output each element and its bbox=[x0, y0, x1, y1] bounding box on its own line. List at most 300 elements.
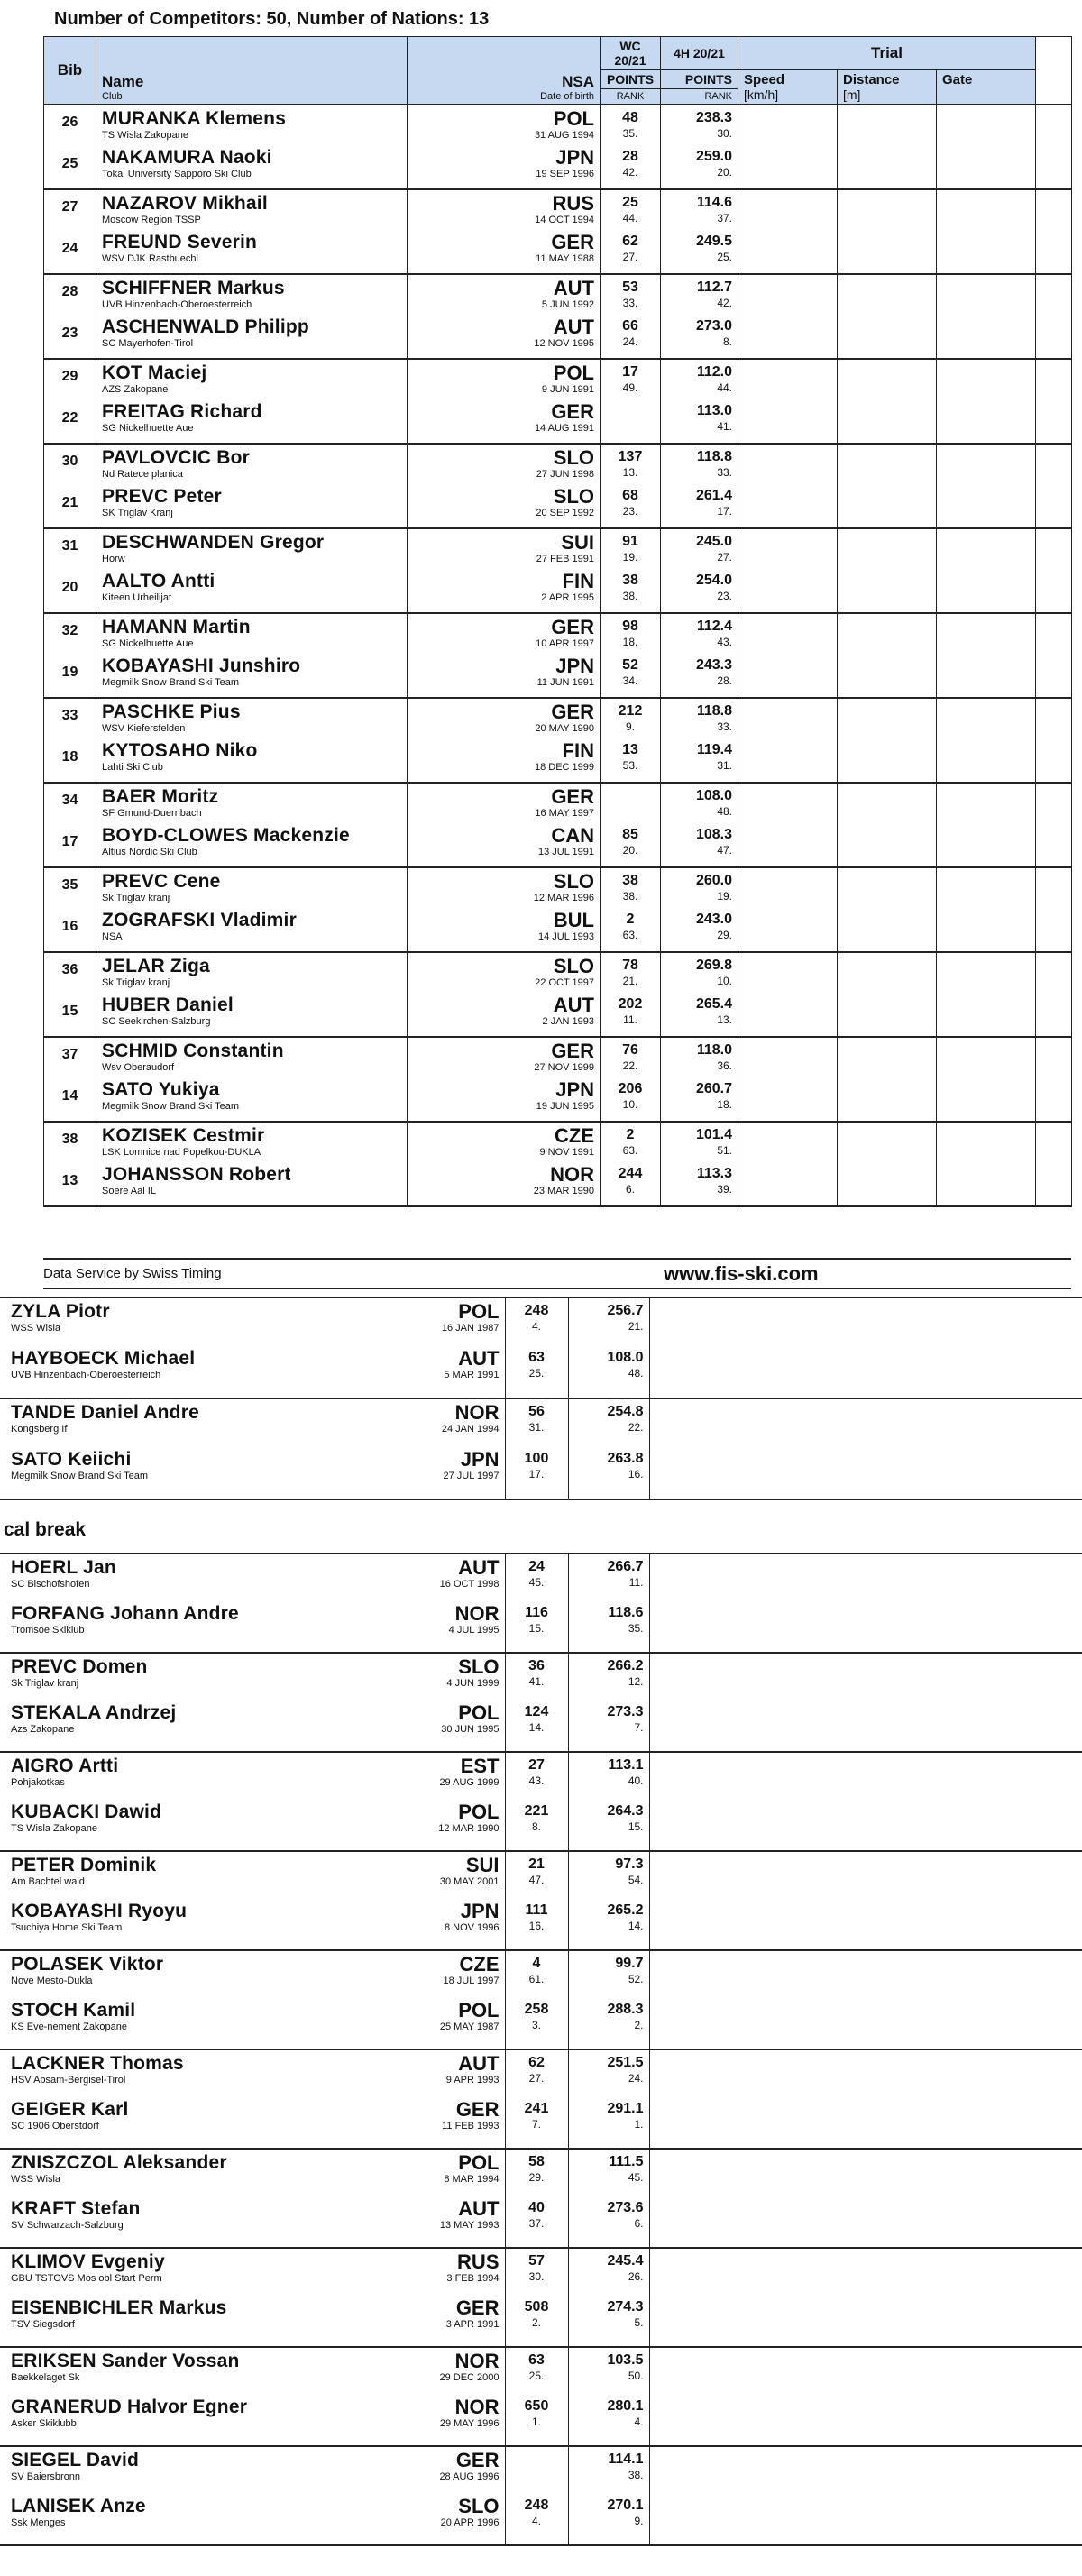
athlete-line bbox=[11, 1901, 500, 1922]
trial-gate-cell bbox=[937, 316, 1036, 359]
trial-speed-cell bbox=[738, 359, 838, 401]
fh-points-cell bbox=[568, 1398, 649, 1449]
bib-number: 22 bbox=[44, 401, 96, 444]
club-name: SC Mayerhofen-Tirol bbox=[102, 338, 194, 349]
nsa-cell bbox=[408, 655, 601, 698]
competitor-row[interactable] bbox=[0, 1554, 1082, 1603]
wc-points-cell bbox=[601, 783, 661, 825]
athlete-sub-line bbox=[11, 2319, 500, 2331]
wc-rank: 10. bbox=[622, 1098, 638, 1111]
fh-rank: 40. bbox=[628, 1774, 644, 1787]
athlete-cell bbox=[96, 867, 408, 910]
competitor-row[interactable] bbox=[0, 1752, 1082, 1801]
fh-points-cell bbox=[661, 486, 738, 528]
nation-code: SLO bbox=[553, 870, 594, 893]
fh-points: 266.7 bbox=[607, 1559, 644, 1574]
wc-points: 206 bbox=[618, 1081, 643, 1096]
trial-gate-cell bbox=[937, 274, 1036, 316]
fh-points: 114.1 bbox=[608, 2452, 644, 2467]
club-name: LSK Lomnice nad Popelkou-DUKLA bbox=[102, 1147, 261, 1158]
competitor-row[interactable] bbox=[44, 698, 1072, 740]
club-name: SG Nickelhuette Aue bbox=[102, 423, 194, 434]
competitor-row[interactable] bbox=[44, 105, 1072, 147]
trial-gate-cell bbox=[937, 444, 1036, 486]
wc-rank: 27. bbox=[622, 251, 638, 263]
fh-rank: 52. bbox=[628, 1973, 644, 1985]
competitor-row[interactable] bbox=[44, 1037, 1072, 1079]
fh-rank: 7. bbox=[634, 1721, 644, 1734]
competitor-row[interactable] bbox=[0, 1653, 1082, 1702]
wc-points-cell bbox=[601, 486, 661, 528]
bib-number: 14 bbox=[44, 1079, 96, 1122]
trial-cell bbox=[649, 1851, 1082, 1901]
competitor-row[interactable] bbox=[0, 2149, 1082, 2198]
competitor-row[interactable] bbox=[0, 2496, 1082, 2545]
competitor-row[interactable] bbox=[44, 444, 1072, 486]
trial-distance-cell bbox=[838, 655, 937, 698]
athlete-name: PETER Dominik bbox=[11, 1855, 157, 1875]
fh-rank: 6. bbox=[634, 2217, 644, 2230]
club-name: Tokai University Sapporo Ski Club bbox=[102, 169, 252, 179]
wc-points: 68 bbox=[622, 488, 638, 503]
trial-distance-cell bbox=[838, 571, 937, 613]
competitor-row[interactable] bbox=[0, 1449, 1082, 1499]
athlete-name: MURANKA Klemens bbox=[102, 108, 287, 129]
wc-points-cell bbox=[601, 189, 661, 232]
athlete-sub-line bbox=[11, 1678, 500, 1690]
fh-rank: 24. bbox=[628, 2072, 644, 2085]
athlete-cell bbox=[0, 1449, 505, 1499]
athlete-sub-line bbox=[11, 1471, 500, 1482]
date-of-birth: 12 NOV 1995 bbox=[534, 338, 594, 349]
nsa-cell bbox=[408, 444, 601, 486]
date-of-birth: 16 MAY 1997 bbox=[535, 808, 594, 819]
competitor-row[interactable] bbox=[44, 655, 1072, 698]
nsa-cell bbox=[408, 740, 601, 783]
bib-number: 15 bbox=[44, 995, 96, 1037]
competitor-row[interactable] bbox=[0, 1297, 1082, 1348]
fh-points: 119.4 bbox=[696, 742, 732, 757]
section-2-wrap bbox=[0, 1297, 1082, 1500]
wc-points-cell bbox=[505, 1554, 568, 1603]
competitor-row[interactable] bbox=[44, 316, 1072, 359]
wc-rank: 16. bbox=[528, 1920, 545, 1932]
fh-points-cell bbox=[568, 2397, 649, 2446]
competitor-row[interactable] bbox=[44, 232, 1072, 274]
club-name: KS Eve-nement Zakopane bbox=[11, 2021, 128, 2032]
trial-speed-cell bbox=[738, 783, 838, 825]
competitor-row[interactable] bbox=[0, 1901, 1082, 1950]
nation-code: AUT bbox=[458, 2197, 500, 2220]
fh-points-cell bbox=[661, 952, 738, 995]
competitor-row[interactable] bbox=[44, 571, 1072, 613]
trial-distance-cell bbox=[838, 952, 937, 995]
athlete-name: STOCH Kamil bbox=[11, 2000, 136, 2021]
competitor-row[interactable] bbox=[0, 2297, 1082, 2347]
wc-rank: 19. bbox=[622, 551, 638, 564]
trial-gate-cell bbox=[937, 613, 1036, 655]
trial-speed-cell bbox=[738, 1079, 838, 1122]
athlete-line bbox=[11, 2152, 500, 2174]
fis-website-link[interactable]: www.fis-ski.com bbox=[664, 1262, 819, 1285]
athlete-name: ZYLA Piotr bbox=[11, 1301, 110, 1322]
extra-cell bbox=[1036, 571, 1072, 613]
competitor-row[interactable] bbox=[44, 613, 1072, 655]
athlete-cell bbox=[0, 1851, 505, 1901]
competitor-row[interactable] bbox=[44, 147, 1072, 189]
bib-number: 36 bbox=[44, 952, 96, 995]
extra-cell bbox=[1036, 1079, 1072, 1122]
date-of-birth: 27 FEB 1991 bbox=[536, 554, 594, 564]
date-of-birth: 9 APR 1993 bbox=[445, 2075, 500, 2086]
competitor-row[interactable] bbox=[44, 486, 1072, 528]
wc-points-cell bbox=[601, 147, 661, 189]
competitor-row[interactable] bbox=[0, 2049, 1082, 2099]
fh-points: 274.3 bbox=[607, 2299, 644, 2315]
athlete-cell bbox=[0, 1554, 505, 1603]
wc-points: 13 bbox=[622, 742, 638, 757]
wc-points: 2 bbox=[626, 1127, 635, 1142]
trial-distance-cell bbox=[838, 105, 937, 147]
athlete-line bbox=[11, 1557, 500, 1579]
athlete-cell bbox=[96, 995, 408, 1037]
header-gate: Gate bbox=[937, 70, 1036, 105]
wc-rank: 18. bbox=[622, 636, 638, 648]
header-wc: WC 20/21 bbox=[601, 37, 661, 70]
wc-rank: 38. bbox=[622, 890, 638, 903]
athlete-sub-line bbox=[11, 2418, 500, 2430]
athlete-name: KOBAYASHI Junshiro bbox=[102, 655, 301, 676]
nation-code: RUS bbox=[457, 2251, 500, 2273]
athlete-line bbox=[11, 1855, 500, 1876]
header-4h: 4H 20/21 bbox=[661, 37, 738, 70]
club-name: Altius Nordic Ski Club bbox=[102, 847, 197, 857]
nation-code: CZE bbox=[459, 1953, 500, 1976]
athlete-line bbox=[11, 2297, 500, 2319]
trial-gate-cell bbox=[937, 655, 1036, 698]
wc-points-cell bbox=[601, 655, 661, 698]
competitor-row[interactable] bbox=[44, 867, 1072, 910]
athlete-sub-line bbox=[11, 1823, 500, 1835]
wc-rank: 42. bbox=[622, 166, 638, 179]
fh-rank: 45. bbox=[628, 2171, 644, 2184]
fh-rank: 1. bbox=[634, 2118, 644, 2131]
extra-cell bbox=[1036, 528, 1072, 571]
bib-number: 25 bbox=[44, 147, 96, 189]
athlete-name: KOT Maciej bbox=[102, 362, 207, 383]
competitor-row[interactable] bbox=[44, 401, 1072, 444]
trial-distance-cell bbox=[838, 316, 937, 359]
fh-points-cell bbox=[661, 1164, 738, 1206]
fh-rank: 42. bbox=[717, 297, 732, 309]
fh-points-cell bbox=[568, 2198, 649, 2248]
trial-distance-cell bbox=[838, 1037, 937, 1079]
competitor-row[interactable] bbox=[0, 2000, 1082, 2049]
wc-points: 137 bbox=[618, 449, 643, 464]
trial-cell bbox=[649, 2248, 1082, 2297]
fh-points: 118.6 bbox=[608, 1605, 644, 1620]
trial-cell bbox=[649, 2446, 1082, 2496]
trial-distance-cell bbox=[838, 783, 937, 825]
athlete-line bbox=[11, 2496, 500, 2517]
competitor-row[interactable] bbox=[44, 359, 1072, 401]
competitor-row[interactable] bbox=[0, 1398, 1082, 1449]
competitor-row[interactable] bbox=[44, 528, 1072, 571]
trial-cell bbox=[649, 1554, 1082, 1603]
club-name: UVB Hinzenbach-Oberoesterreich bbox=[11, 1370, 161, 1380]
fh-points-cell bbox=[661, 571, 738, 613]
nsa-cell bbox=[408, 316, 601, 359]
athlete-line bbox=[11, 1756, 500, 1777]
trial-cell bbox=[649, 1901, 1082, 1950]
wc-points-cell bbox=[505, 1950, 568, 2000]
club-name: Kiteen Urheilijat bbox=[102, 592, 172, 603]
trial-gate-cell bbox=[937, 1079, 1036, 1122]
competitor-row[interactable] bbox=[44, 740, 1072, 783]
bib-number: 23 bbox=[44, 316, 96, 359]
athlete-name: HAYBOECK Michael bbox=[11, 1348, 196, 1369]
wc-rank: 49. bbox=[622, 381, 638, 394]
athlete-sub-line bbox=[11, 2174, 500, 2186]
wc-rank: 35. bbox=[622, 127, 638, 140]
trial-distance-cell bbox=[838, 867, 937, 910]
fh-rank: 44. bbox=[717, 381, 732, 394]
wc-points-cell bbox=[601, 1037, 661, 1079]
athlete-name: PASCHKE Pius bbox=[102, 701, 241, 722]
fh-rank: 5. bbox=[634, 2316, 644, 2329]
nation-code: NOR bbox=[454, 1602, 500, 1625]
fh-rank: 10. bbox=[717, 975, 732, 987]
wc-points-cell bbox=[505, 1603, 568, 1653]
competitor-row[interactable] bbox=[0, 2397, 1082, 2446]
competitor-row[interactable] bbox=[44, 995, 1072, 1037]
wc-points: 52 bbox=[622, 657, 638, 673]
wc-rank: 14. bbox=[528, 1721, 545, 1734]
competitor-row[interactable] bbox=[44, 274, 1072, 316]
athlete-line bbox=[11, 2198, 500, 2220]
nation-code: SUI bbox=[561, 531, 594, 554]
athlete-cell bbox=[0, 1348, 505, 1398]
date-of-birth: 27 JUL 1997 bbox=[443, 1471, 500, 1481]
club-name: WSS Wisla bbox=[11, 1323, 60, 1334]
athlete-name: AALTO Antti bbox=[102, 571, 215, 591]
trial-speed-cell bbox=[738, 698, 838, 740]
athlete-sub-line bbox=[11, 1370, 500, 1381]
header-distance: Distance [m] bbox=[838, 70, 937, 105]
athlete-cell bbox=[0, 2049, 505, 2099]
date-of-birth: 24 JAN 1994 bbox=[441, 1424, 500, 1435]
athlete-cell bbox=[0, 1297, 505, 1348]
wc-rank: 17. bbox=[528, 1468, 545, 1481]
fh-rank: 36. bbox=[717, 1059, 732, 1072]
nation-code: SLO bbox=[553, 446, 594, 469]
bib-number: 20 bbox=[44, 571, 96, 613]
wc-points: 650 bbox=[524, 2398, 549, 2414]
bib-number: 16 bbox=[44, 910, 96, 952]
fh-points: 245.0 bbox=[695, 534, 732, 549]
competitor-row[interactable] bbox=[0, 1801, 1082, 1851]
fh-points-cell bbox=[661, 1122, 738, 1164]
fh-points-cell bbox=[661, 698, 738, 740]
club-name: TSV Siegsdorf bbox=[11, 2319, 75, 2330]
competitor-row[interactable] bbox=[0, 1348, 1082, 1398]
wc-rank: 38. bbox=[622, 590, 638, 602]
competitor-row[interactable] bbox=[0, 2446, 1082, 2496]
wc-points-cell bbox=[505, 2496, 568, 2545]
fh-rank: 16. bbox=[628, 1468, 644, 1481]
fh-points: 251.5 bbox=[607, 2055, 644, 2070]
nsa-cell bbox=[408, 952, 601, 995]
date-of-birth: 13 MAY 1993 bbox=[439, 2220, 500, 2231]
trial-gate-cell bbox=[937, 571, 1036, 613]
athlete-name: LACKNER Thomas bbox=[11, 2053, 184, 2074]
trial-speed-cell bbox=[738, 401, 838, 444]
athlete-line bbox=[11, 1603, 500, 1625]
trial-cell bbox=[649, 2000, 1082, 2049]
wc-rank: 9. bbox=[625, 720, 635, 733]
date-of-birth: 13 JUL 1991 bbox=[538, 847, 594, 857]
date-of-birth: 20 MAY 1990 bbox=[535, 723, 594, 734]
club-name: WSV Kiefersfelden bbox=[102, 723, 186, 734]
wc-points: 248 bbox=[524, 2498, 549, 2513]
club-name: Megmilk Snow Brand Ski Team bbox=[11, 1471, 149, 1481]
fh-points-cell bbox=[661, 1037, 738, 1079]
athlete-name: KRAFT Stefan bbox=[11, 2198, 141, 2219]
trial-distance-cell bbox=[838, 359, 937, 401]
nation-code: NOR bbox=[454, 1401, 500, 1424]
club-name: Tsuchiya Home Ski Team bbox=[11, 1922, 123, 1933]
wc-points-cell bbox=[505, 1702, 568, 1752]
date-of-birth: 18 DEC 1999 bbox=[534, 762, 594, 773]
athlete-cell bbox=[0, 2496, 505, 2545]
wc-points: 53 bbox=[622, 280, 638, 295]
club-name: SC Seekirchen-Salzburg bbox=[102, 1016, 211, 1027]
extra-cell bbox=[1036, 147, 1072, 189]
nation-code: CAN bbox=[551, 824, 594, 847]
wc-points: 124 bbox=[524, 1704, 549, 1719]
athlete-cell bbox=[96, 359, 408, 401]
competitor-row[interactable] bbox=[44, 825, 1072, 867]
competitor-row[interactable] bbox=[0, 2099, 1082, 2149]
trial-cell bbox=[649, 2198, 1082, 2248]
club-name: WSS Wisla bbox=[11, 2174, 60, 2185]
nation-code: AUT bbox=[458, 1556, 500, 1579]
nsa-cell bbox=[408, 528, 601, 571]
athlete-sub-line bbox=[11, 2220, 500, 2232]
fh-rank: 14. bbox=[628, 1920, 644, 1932]
wc-points: 57 bbox=[528, 2253, 545, 2269]
wc-points: 63 bbox=[528, 2352, 545, 2368]
club-name: Megmilk Snow Brand Ski Team bbox=[102, 677, 240, 688]
fh-rank: 47. bbox=[717, 844, 732, 857]
competitor-row[interactable] bbox=[0, 2347, 1082, 2397]
athlete-cell bbox=[96, 825, 408, 867]
competitor-row[interactable] bbox=[44, 1122, 1072, 1164]
competitor-row[interactable] bbox=[0, 1851, 1082, 1901]
wc-points-cell bbox=[601, 995, 661, 1037]
fh-rank: 21. bbox=[628, 1320, 644, 1333]
fh-points: 269.8 bbox=[695, 958, 732, 973]
club-name: Ssk Menges bbox=[11, 2517, 66, 2528]
nsa-cell bbox=[408, 613, 601, 655]
fh-rank: 41. bbox=[717, 420, 732, 433]
athlete-cell bbox=[96, 486, 408, 528]
athlete-sub-line bbox=[11, 2075, 500, 2086]
competitor-row[interactable] bbox=[0, 2248, 1082, 2297]
athlete-cell bbox=[0, 1653, 505, 1702]
trial-distance-cell bbox=[838, 740, 937, 783]
athlete-name: FREUND Severin bbox=[102, 232, 258, 252]
bib-number: 24 bbox=[44, 232, 96, 274]
athlete-cell bbox=[96, 952, 408, 995]
athlete-cell bbox=[96, 613, 408, 655]
fh-points-cell bbox=[661, 232, 738, 274]
trial-speed-cell bbox=[738, 316, 838, 359]
trial-cell bbox=[649, 2496, 1082, 2545]
competitor-row[interactable] bbox=[44, 1164, 1072, 1206]
fh-points-cell bbox=[568, 2297, 649, 2347]
athlete-name: KOBAYASHI Ryoyu bbox=[11, 1901, 188, 1921]
competitor-row[interactable] bbox=[44, 952, 1072, 995]
trial-gate-cell bbox=[937, 867, 1036, 910]
trial-cell bbox=[649, 2297, 1082, 2347]
competitor-row[interactable] bbox=[44, 783, 1072, 825]
bib-number: 17 bbox=[44, 825, 96, 867]
trial-gate-cell bbox=[937, 528, 1036, 571]
table-header bbox=[44, 37, 1072, 105]
wc-rank: 37. bbox=[528, 2217, 545, 2230]
fh-points: 260.0 bbox=[695, 873, 732, 888]
trial-speed-cell bbox=[738, 1164, 838, 1206]
athlete-cell bbox=[0, 1950, 505, 2000]
trial-gate-cell bbox=[937, 698, 1036, 740]
athlete-name: FORFANG Johann Andre bbox=[11, 1603, 239, 1624]
competitor-row[interactable] bbox=[44, 910, 1072, 952]
trial-speed-cell bbox=[738, 867, 838, 910]
competitor-row[interactable] bbox=[0, 2198, 1082, 2248]
athlete-name: GRANERUD Halvor Egner bbox=[11, 2397, 248, 2417]
competitor-row[interactable] bbox=[44, 1079, 1072, 1122]
competitor-row[interactable] bbox=[0, 1950, 1082, 2000]
athlete-cell bbox=[0, 1801, 505, 1851]
header-wc-rank: RANK bbox=[601, 89, 661, 105]
club-name: Sk Triglav kranj bbox=[102, 893, 170, 903]
fh-points-cell bbox=[661, 825, 738, 867]
trial-gate-cell bbox=[937, 486, 1036, 528]
competitor-row[interactable] bbox=[0, 1603, 1082, 1653]
wc-points-cell bbox=[601, 867, 661, 910]
athlete-cell bbox=[0, 2099, 505, 2149]
fh-rank: 22. bbox=[628, 1421, 644, 1434]
fh-points-cell bbox=[661, 655, 738, 698]
trial-cell bbox=[649, 1702, 1082, 1752]
data-service-label: Data Service by Swiss Timing bbox=[43, 1266, 222, 1281]
trial-distance-cell bbox=[838, 232, 937, 274]
extra-cell bbox=[1036, 698, 1072, 740]
competitor-row[interactable] bbox=[0, 1702, 1082, 1752]
wc-points-cell bbox=[601, 910, 661, 952]
nation-code: JPN bbox=[460, 1900, 500, 1922]
trial-distance-cell bbox=[838, 698, 937, 740]
competitor-row[interactable] bbox=[44, 189, 1072, 232]
wc-points-cell bbox=[505, 2397, 568, 2446]
extra-cell bbox=[1036, 655, 1072, 698]
fh-rank: 8. bbox=[722, 335, 732, 348]
athlete-line bbox=[11, 2099, 500, 2121]
fh-rank: 17. bbox=[717, 505, 732, 518]
nation-code: CZE bbox=[555, 1124, 594, 1147]
athlete-cell bbox=[0, 1702, 505, 1752]
